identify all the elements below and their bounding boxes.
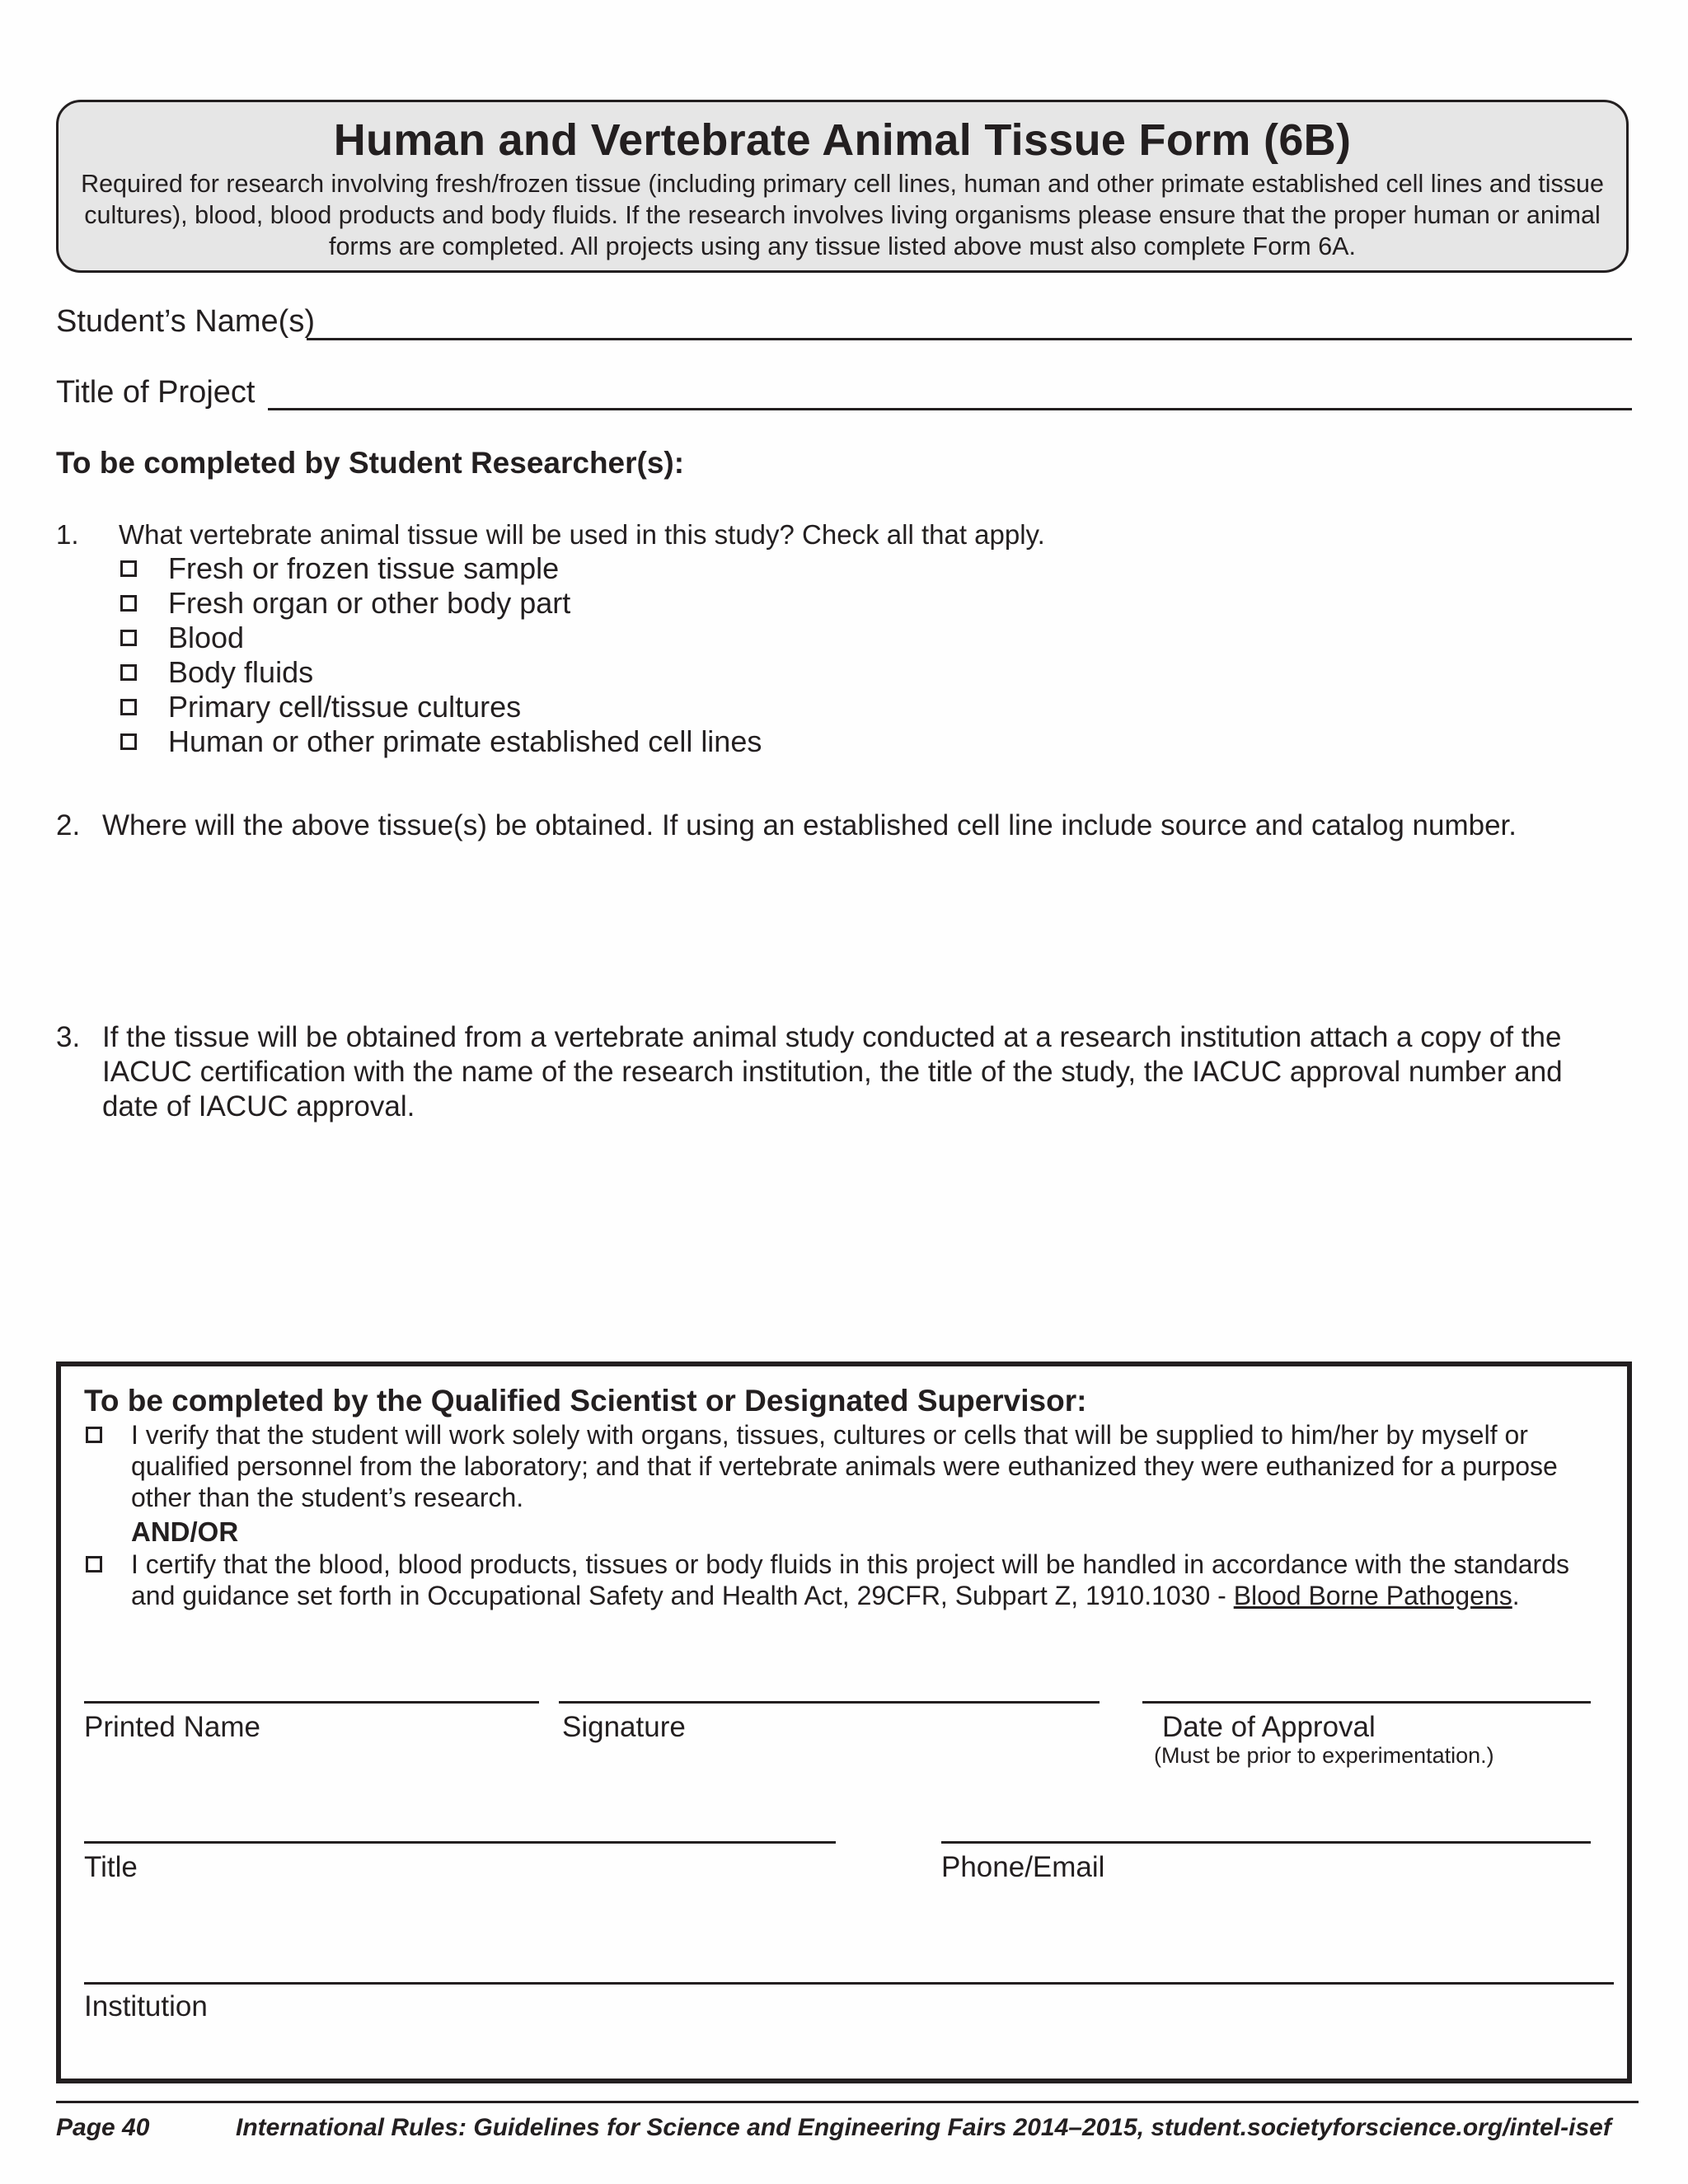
institution-field[interactable] [84,1982,1614,1985]
option-label: Primary cell/tissue cultures [168,690,522,724]
verify-text: I verify that the student will work solely with organs, tissues, cultures or cells that will be supplied to him/her by myself or qualified personnel from the laboratory; and that if vertebrate animals were euthanized they were euthanized for a purpose other than the student’s research. [131,1420,1558,1512]
form-description: Required for research involving fresh/frozen tissue (including primary cell lines, human and other primate established cell lines and tissue cultures), blood, blood products and body fluids. If the research involves living organisms please ensure that the proper human or animal forms are completed. All projects using any tissue listed above must also complete Form 6A. [81,170,1604,260]
option-label: Body fluids [168,655,314,689]
signature-field[interactable] [559,1701,1100,1704]
printed-name-label: Printed Name [84,1711,260,1743]
student-section-heading: To be completed by Student Researcher(s): [56,446,685,480]
option-label: Blood [168,621,245,654]
checkbox-certify[interactable] [86,1556,102,1572]
title-label: Title [84,1851,138,1883]
checkbox-primary-cultures[interactable] [120,699,137,715]
option-label: Fresh organ or other body part [168,586,571,620]
student-names-field[interactable] [307,338,1632,340]
question-2-answer-area[interactable] [102,849,1627,1014]
option-label: Fresh or frozen tissue sample [168,551,560,585]
question-2-text: Where will the above tissue(s) be obtained. If using an established cell line include source and catalog number. [102,809,1517,841]
question-3-text: If the tissue will be obtained from a vertebrate animal study conducted at a research institution attach a copy of the IACUC certification with the name of the research institution, the title of the study, the IACUC approval number and date of IACUC approval. [102,1021,1563,1122]
checkbox-fresh-frozen-tissue[interactable] [120,560,137,577]
and-or-label: AND/OR [131,1516,239,1547]
certify-text-end: . [1512,1581,1520,1610]
checkbox-body-fluids[interactable] [120,664,137,681]
student-names-label: Student’s Name(s) [56,304,315,339]
question-3-answer-area[interactable] [102,1129,1627,1343]
project-title-field[interactable] [268,408,1632,410]
signature-label: Signature [562,1711,686,1743]
checkbox-blood[interactable] [120,630,137,646]
phone-email-field[interactable] [941,1841,1591,1844]
institution-label: Institution [84,1990,208,2022]
supervisor-section [56,1361,1632,2083]
date-of-approval-field[interactable] [1142,1701,1591,1704]
checkbox-established-cell-lines[interactable] [120,733,137,750]
question-2-number: 2. [56,809,81,841]
printed-name-field[interactable] [84,1701,539,1704]
certify-text [131,1549,1611,1611]
footer-citation: International Rules: Guidelines for Science and Engineering Fairs 2014–2015, student.societyforscience.org/intel-isef [236,2114,1611,2141]
question-1-number: 1. [56,519,79,550]
date-of-approval-label: Date of Approval [1162,1711,1376,1743]
footer-divider [56,2101,1639,2103]
page-number: Page 40 [56,2114,150,2141]
option-label: Human or other primate established cell lines [168,724,762,758]
certify-text-body: I certify that the blood, blood products, tissues or body fluids in this project will be handled in accordance with the standards and guidance set forth in Occupational Safety and Health Act, 29CFR, Subpart Z, 1910.1030 - [131,1549,1569,1610]
date-of-approval-note: (Must be prior to experimentation.) [1154,1743,1494,1768]
checkbox-fresh-organ[interactable] [120,595,137,612]
question-1-text: What vertebrate animal tissue will be used in this study? Check all that apply. [119,519,1045,550]
project-title-label: Title of Project [56,375,256,410]
phone-email-label: Phone/Email [941,1851,1105,1883]
title-field[interactable] [84,1841,836,1844]
blood-borne-pathogens-link[interactable]: Blood Borne Pathogens [1233,1581,1512,1610]
question-3-number: 3. [56,1021,81,1053]
supervisor-section-heading: To be completed by the Qualified Scientist or Designated Supervisor: [84,1384,1087,1418]
form-title: Human and Vertebrate Animal Tissue Form (6B) [333,115,1352,165]
checkbox-verify[interactable] [86,1427,102,1443]
form-header [56,100,1629,273]
